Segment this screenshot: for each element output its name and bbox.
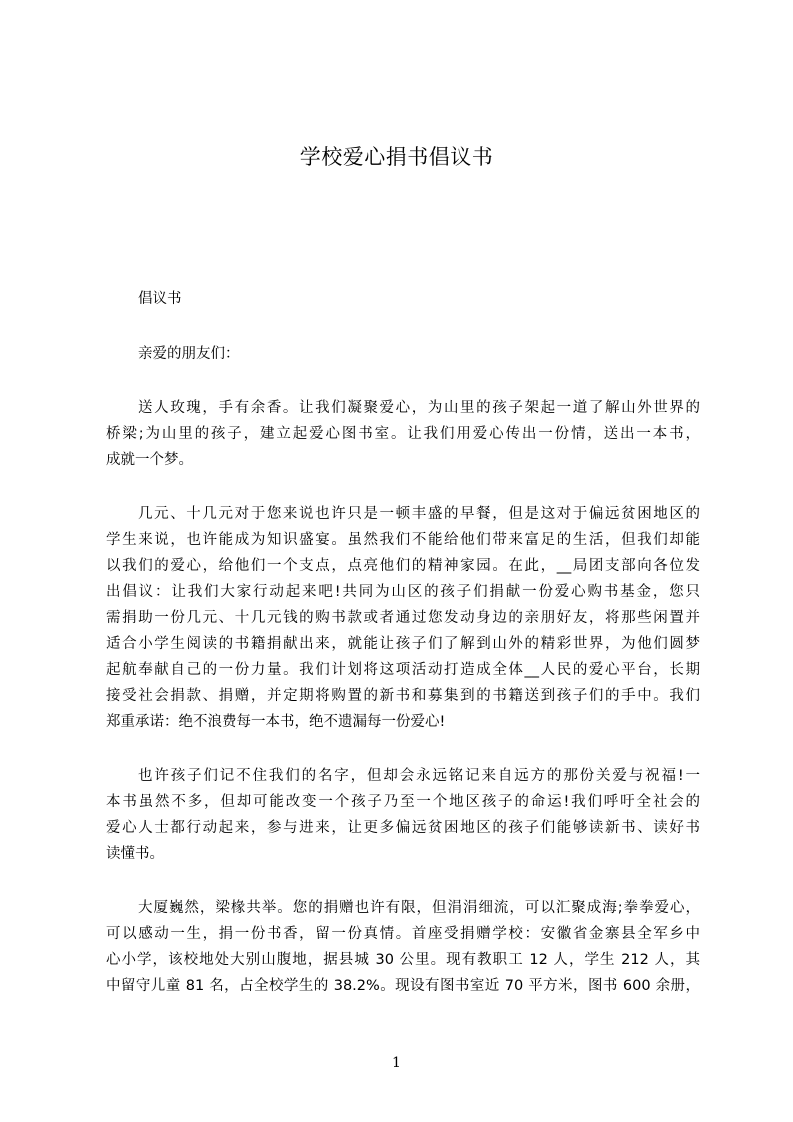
- text-line: 成就一个梦。: [106, 452, 193, 468]
- text-line: 桥梁;为山里的孩子，建立起爱心图书室。让我们用爱心传出一份情，送出一本书，: [106, 426, 700, 442]
- text-line: 中留守儿童 81 名，占全校学生的 38.2%。现设有图书室近 70 平方米，图书 600 余册，: [106, 978, 700, 994]
- text-line: 适合小学生阅读的书籍捐献出来，就能让孩子们了解到山外的精彩世界，为他们圆梦: [106, 636, 700, 652]
- text-line: 郑重承诺：绝不浪费每一本书，绝不遗漏每一份爱心!: [106, 714, 446, 730]
- text-line: 以我们的爱心，给他们一个支点，点亮他们的精神家园。在此，__局团支部向各位发: [106, 558, 700, 574]
- text-line: 送人玫瑰，手有余香。让我们凝聚爱心，为山里的孩子架起一道了解山外世界的: [138, 400, 700, 416]
- document-title: 学校爱心捐书倡议书: [299, 145, 494, 169]
- page-number: 1: [392, 1055, 401, 1071]
- text-line: 可以感动一生，捐一份书香，留一份真情。首座受捐赠学校：安徽省金寨县全军乡中: [106, 926, 700, 942]
- text-line: 也许孩子们记不住我们的名字，但却会永远铭记来自远方的那份关爱与祝福!一: [138, 768, 700, 784]
- text-line: 需捐助一份几元、十几元钱的购书款或者通过您发动身边的亲朋好友，将那些闲置并: [106, 610, 700, 626]
- text-line: 出倡议：让我们大家行动起来吧!共同为山区的孩子们捐献一份爱心购书基金，您只: [106, 584, 700, 600]
- text-line: 大厦巍然，梁椽共举。您的捐赠也许有限，但涓涓细流，可以汇聚成海;拳拳爱心，: [138, 900, 700, 916]
- text-line: 学生来说，也许能成为知识盛宴。虽然我们不能给他们带来富足的生活，但我们却能: [106, 532, 700, 548]
- text-line: 本书虽然不多，但却可能改变一个孩子乃至一个地区孩子的命运!我们呼吁全社会的: [106, 794, 700, 810]
- text-line: 心小学，该校地处大别山腹地，据县城 30 公里。现有教职工 12 人，学生 212 人，其: [106, 952, 700, 968]
- salutation: 亲爱的朋友们：: [138, 346, 240, 362]
- text-line: 读懂书。: [106, 846, 164, 862]
- text-line: 爱心人士都行动起来，参与进来，让更多偏远贫困地区的孩子们能够读新书、读好书: [106, 820, 700, 836]
- text-line: 接受社会捐款、捐赠，并定期将购置的新书和募集到的书籍送到孩子们的手中。我们: [106, 688, 700, 704]
- text-line: 起航奉献自己的一份力量。我们计划将这项活动打造成全体__人民的爱心平台，长期: [106, 662, 700, 678]
- text-line: 几元、十几元对于您来说也许只是一顿丰盛的早餐，但是这对于偏远贫困地区的: [138, 506, 700, 522]
- proposal-heading: 倡议书: [138, 291, 182, 307]
